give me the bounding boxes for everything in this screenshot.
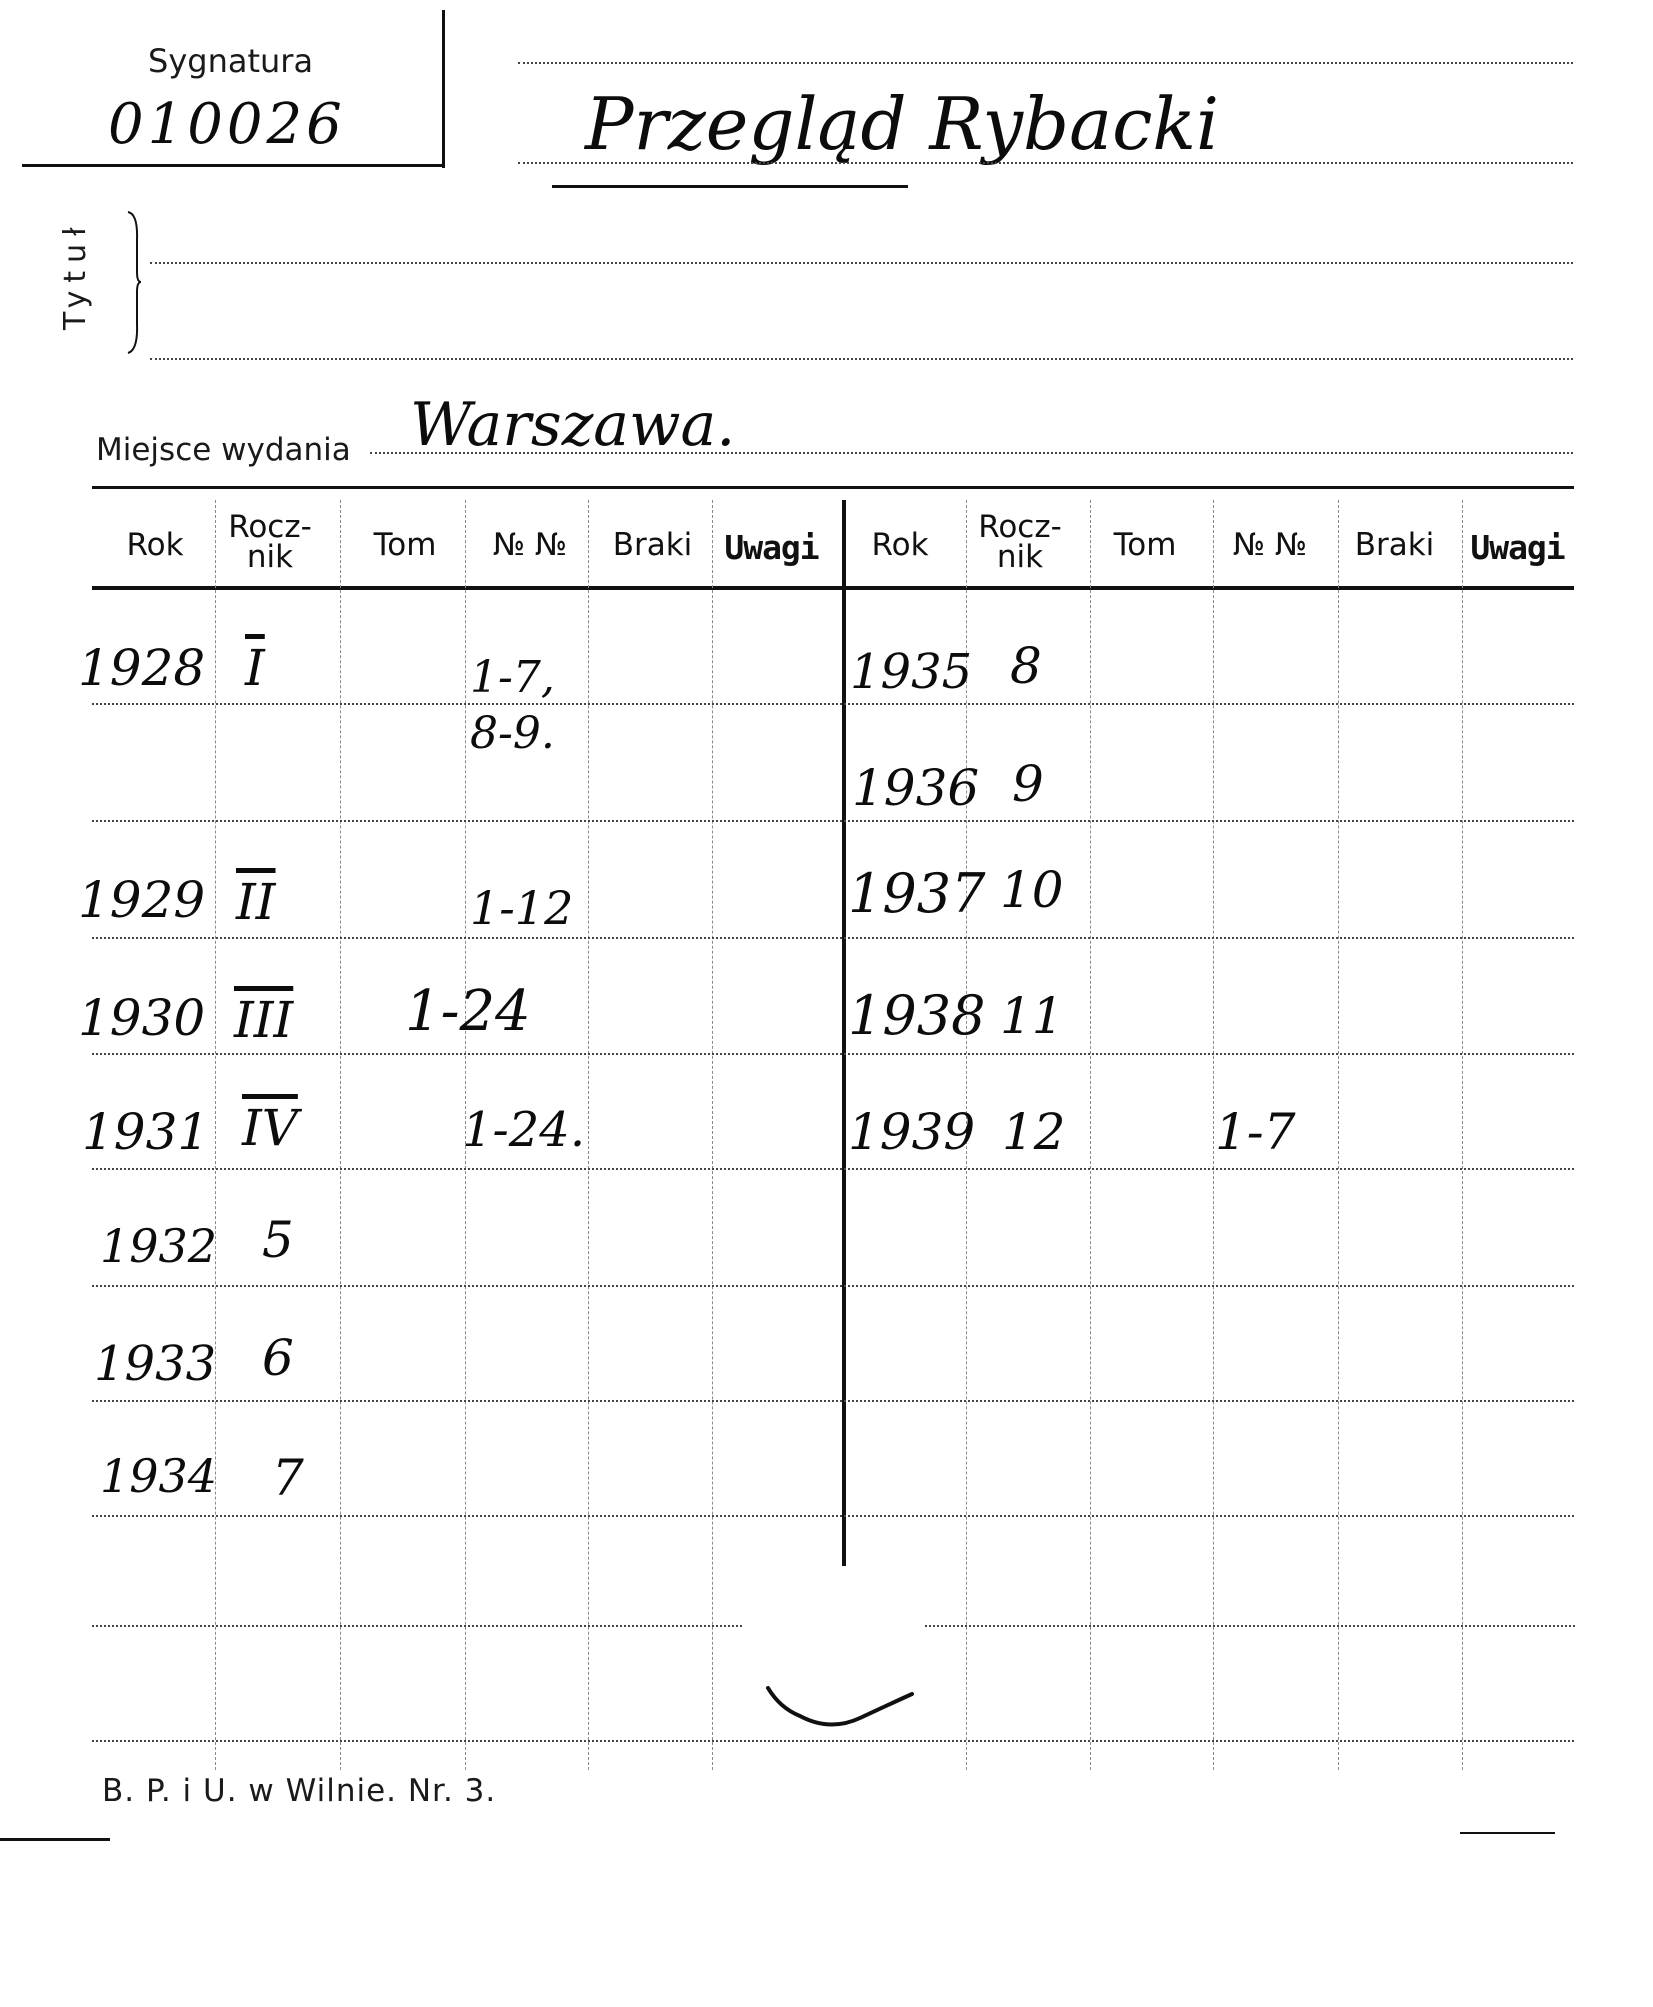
place-label: Miejsce wydania	[96, 432, 351, 468]
row-line	[92, 937, 1574, 939]
sygnatura-box-bottom	[22, 164, 445, 167]
rok-cell: 1935	[850, 644, 973, 700]
row-line	[92, 820, 1574, 822]
rok-cell: 1933	[94, 1336, 217, 1392]
rocznik-cell: 9	[1012, 755, 1044, 813]
rok-cell: 1938	[848, 984, 986, 1047]
rocznik-cell: $\overline{I}$	[245, 639, 265, 697]
row-line	[92, 1740, 1574, 1742]
rok-cell: 1928	[78, 639, 206, 697]
title-line-2	[518, 162, 1573, 164]
row-line	[925, 1625, 1575, 1627]
rok-cell: 1931	[82, 1103, 210, 1161]
col-divider	[1090, 500, 1091, 1770]
place-value: Warszawa.	[410, 390, 736, 460]
col-header-numery-right: № №	[1232, 527, 1308, 563]
row-line	[92, 1168, 1574, 1170]
place-line	[370, 452, 1573, 454]
rocznik-cell: 8	[1010, 637, 1042, 695]
rocznik-cell: $\overline{II}$	[236, 873, 276, 931]
numery-cell: 1-7	[1215, 1103, 1296, 1161]
rocznik-cell: 10	[1000, 861, 1064, 919]
rok-cell: 1936	[852, 759, 980, 817]
title-value: Przegląd Rybacki	[585, 82, 1220, 166]
col-divider	[1213, 500, 1214, 1770]
rocznik-cell: 6	[262, 1329, 294, 1387]
curve-mark-icon	[760, 1680, 920, 1740]
row-line	[92, 1285, 1574, 1287]
sygnatura-box-right	[442, 10, 445, 168]
edge-mark	[0, 1838, 110, 1841]
col-divider	[712, 500, 713, 1770]
col-header-numery-left: № №	[492, 527, 568, 563]
title-line-3	[150, 262, 1573, 264]
rocznik-cell: 7	[272, 1449, 304, 1507]
col-header-braki-left: Braki	[612, 527, 693, 563]
col-header-rocznik-right: Rocz- nik	[978, 509, 1062, 575]
col-header-uwagi-left: Uwagi	[724, 528, 819, 567]
title-underline	[552, 185, 908, 188]
col-header-tom-left: Tom	[373, 527, 437, 563]
col-divider	[340, 500, 341, 1770]
edge-mark	[1460, 1832, 1555, 1834]
col-header-braki-right: Braki	[1354, 527, 1435, 563]
rocznik-cell: 12	[1002, 1103, 1066, 1161]
row-line	[92, 1625, 742, 1627]
rok-cell: 1929	[78, 871, 206, 929]
brace-icon	[126, 210, 142, 355]
col-divider	[588, 500, 589, 1770]
col-divider	[215, 500, 216, 1770]
col-header-uwagi-right: Uwagi	[1470, 528, 1565, 567]
rok-cell: 1937	[848, 862, 986, 925]
title-line-1	[518, 62, 1573, 64]
table-top-rule	[92, 486, 1574, 489]
row-line	[92, 1053, 1574, 1055]
title-label: Tytuł	[58, 219, 93, 330]
center-rule	[842, 500, 846, 1566]
col-header-rok-left: Rok	[126, 527, 184, 563]
tom-cell: 1-24	[405, 979, 531, 1044]
col-header-tom-right: Tom	[1113, 527, 1177, 563]
rok-cell: 1932	[100, 1219, 218, 1273]
rok-cell: 1939	[848, 1103, 976, 1161]
table-header-rule	[92, 586, 1574, 590]
col-divider	[1338, 500, 1339, 1770]
rocznik-cell: 11	[1000, 987, 1064, 1045]
rok-cell: 1934	[100, 1449, 218, 1503]
numery-cell: 1-24.	[462, 1102, 586, 1158]
title-line-4	[150, 358, 1573, 360]
numery-cell: 1-12	[470, 881, 574, 935]
rocznik-cell: $\overline{IV}$	[242, 1099, 298, 1157]
footer-text: B. P. i U. w Wilnie. Nr. 3.	[102, 1773, 497, 1809]
sygnatura-value: 010026	[108, 92, 346, 157]
rok-cell: 1930	[78, 989, 206, 1047]
col-header-rocznik-left: Rocz- nik	[228, 509, 312, 575]
row-line	[92, 1515, 1574, 1517]
numery-cell: 1-7, 8-9.	[470, 652, 555, 759]
row-line	[92, 703, 1574, 705]
rocznik-cell: $\overline{III}$	[234, 991, 294, 1049]
sygnatura-label: Sygnatura	[148, 42, 314, 80]
rocznik-cell: 5	[262, 1211, 294, 1269]
col-divider	[1462, 500, 1463, 1770]
row-line	[92, 1400, 1574, 1402]
col-header-rok-right: Rok	[871, 527, 929, 563]
